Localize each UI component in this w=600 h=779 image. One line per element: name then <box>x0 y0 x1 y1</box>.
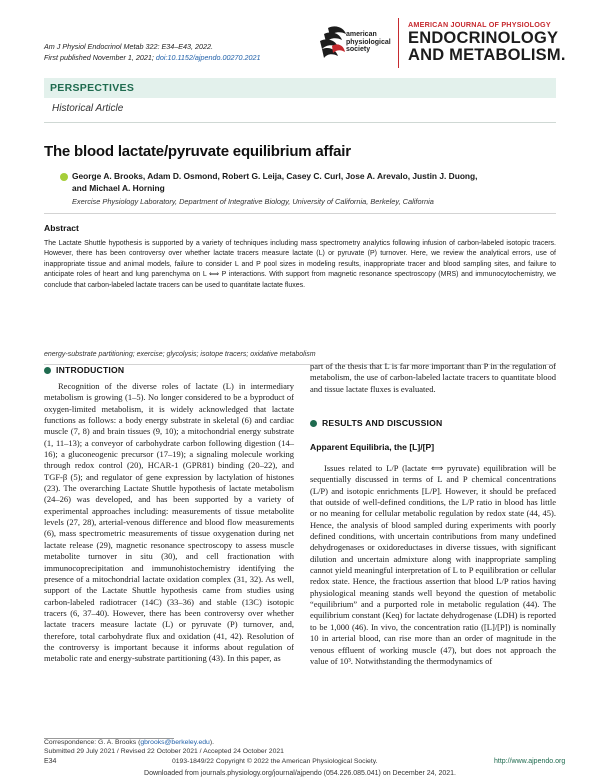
keywords: energy-substrate partitioning; exercise; glycolysis; isotope tracers; oxidative metabolism <box>44 351 316 358</box>
divider <box>44 213 556 214</box>
abstract-text: The Lactate Shuttle hypothesis is supported by a variety of techniques including mass spectrometry analytics following infusion of carbon-labeled isotopic tracers. However, there has been controversy over whether lactate tracers measure lactate (L) or pyruvate (P) turnover. Here, we review the analytical errors, use of inappropriate tissue and animal models, failure to consider L and P pool sizes in modeling results, inappropriate tracer and blood sampling sites, and failure to anticipate roles of heart and lung parenchyma on L ⟺ P interactions. With support from magnetic resonance spectroscopy (MRS) and immunocytochemistry, we conclude that carbon-labeled lactate tracers can be used to quantitate lactate fluxes. <box>44 240 556 289</box>
correspondence: Correspondence: G. A. Brooks (gbrooks@berkeley.edu). <box>44 739 214 746</box>
section-heading-results: RESULTS AND DISCUSSION <box>310 418 442 428</box>
section-label: PERSPECTIVES <box>50 82 135 94</box>
journal-series-label: AMERICAN JOURNAL OF PHYSIOLOGY <box>408 20 551 29</box>
introduction-continuation <box>310 361 556 395</box>
paragraph: Recognition of the diverse roles of lactate (L) in intermediary metabolism is growing (1–5). No longer considered to be a byproduct of oxygen-limited metabolism, it is widely acknowledged that lactate functions as follows: a body energy substrate in skeletal (6) and cardiac muscle (7, 8) and brain tissues (9, 10); a mitochondrial energy substrate (1, 11–13); a conveyor of carbohydrate carbon following digestion (14–16); a gluconeogenic precursor (17–19); a signaling molecule working through redox control (20), HCAR-1 (GPR81) binding (20–22), and TGF-β (5); and regulator of gene expression by lactylation of histones (23). The overarching Lactate Shuttle hypothesis of lactate metabolism (24–26) was developed, and has been supported by a variety of experimental approaches including: measurements of tissue metabolite levels (27, 28), arterial-venous difference and blood flow measurements (6), mass spectrometric measurements of tissue oxygenation during net lactate release (29), magnetic resonance spectroscopy to assess muscle metabolite turnover in situ (30), and cell fractionation with immunocoprecipitation and immunohistochemistry identifying the presence of a mitochondrial lactate oxidation complex (31, 32). As well, support of the Lactate Shuttle hypothesis came from studies using carbon-labeled radiotracer (14C) (33–36) and stable (13C) isotopic tracers (6, 37–40). However, there has been controversy over whether lactate tracers measure lactate (L) or pyruvate (P) turnover, and, therefore, total carbohydrate flux and oxidation (41, 42). Resolution of the controversy is important because it informs about regulation of metabolic rate and energy-substrate partitioning (43). In this paper, as <box>44 381 294 664</box>
citation-doi-line: First published November 1, 2021; doi:10.1152/ajpendo.00270.2021 <box>44 52 261 62</box>
introduction-body <box>44 381 294 665</box>
subsection-heading: Apparent Equilibria, the [L]/[P] <box>310 442 435 452</box>
submission-dates: Submitted 29 July 2021 / Revised 22 October 2021 / Accepted 24 October 2021 <box>44 747 284 755</box>
paragraph: Issues related to L/P (lactate ⟺ pyruvate) equilibration will be sequentially discussed in terms of L and P chemical concentrations (L/P) and isotopic enrichments [L/P]. However, it should be prefaced that outside of well-defined conditions, the L/P ratio in blood has little or no meaning for cellular metabolic regulation by redox state (44, 45). Hence, the analysis of blood sampled during experiments with poorly defined conditions, with uncertain contributions from many undefined dehydrogenases or oxidoreductases in diverse tissues, with significant dilution and uncertain admixture along with inappropriate sampling cannot yield meaningful interpretation of L to P equilibration or cellular redox state. Hence, the fractious assertion that blood L/P ratios having physiological meaning stands well beyond the question of metabolic “equilibrium” and a purported role in metabolic regulation (44). The equilibrium constant (Keq) for lactate dehydrogenase (LDH) is reported to be 1,000 (46). In vivo, the concentration ratio ([L]/[P]) is nominally 10 in arterial blood, can rise more than an order of magnitude in the venous effluent of working muscle (47), but does not approach the value of 10³. Notwithstanding the thermodynamics of <box>310 463 556 666</box>
orcid-icon[interactable] <box>60 173 68 181</box>
footnotes <box>44 739 284 757</box>
article-title: The blood lactate/pyruvate equilibrium affair <box>44 143 351 160</box>
copyright: 0193-1849/22 Copyright © 2022 the American Physiological Society. <box>172 758 378 765</box>
download-notice: Downloaded from journals.physiology.org/journal/ajpendo (054.226.085.041) on December 24, 2021. <box>144 770 456 777</box>
article-type: Historical Article <box>52 103 124 114</box>
affiliation: Exercise Physiology Laboratory, Department of Integrative Biology, University of California, Berkeley, California <box>72 197 434 206</box>
citation-block <box>44 42 260 63</box>
society-name: american physiological society <box>346 31 391 54</box>
doi-link[interactable]: doi:10.1152/ajpendo.00270.2021 <box>155 52 261 62</box>
journal-website-link[interactable]: http://www.ajpendo.org <box>494 758 566 765</box>
page-number: E34 <box>44 758 57 765</box>
results-body <box>310 463 556 667</box>
paragraph: part of the thesis that L is far more important than P in the regulation of metabolism, the use of carbon-labeled lactate tracers to quantitate blood and tissue lactate fluxes is evaluated. <box>310 361 556 394</box>
section-heading-introduction: INTRODUCTION <box>44 365 124 375</box>
journal-divider <box>398 18 399 68</box>
divider <box>44 122 556 123</box>
bullet-icon <box>310 420 317 427</box>
author-list: George A. Brooks, Adam D. Osmond, Robert G. Leija, Casey C. Curl, Jose A. Arevalo, Justin J. Duong, and Michael A. Horning <box>72 171 478 193</box>
journal-title: ENDOCRINOLOGY AND METABOLISM. <box>408 29 566 64</box>
abstract-heading: Abstract <box>44 223 79 233</box>
email-link[interactable]: gbrooks@berkeley.edu <box>140 739 210 746</box>
citation-line: Am J Physiol Endocrinol Metab 322: E34–E43, 2022. <box>44 42 214 51</box>
bullet-icon <box>44 367 51 374</box>
